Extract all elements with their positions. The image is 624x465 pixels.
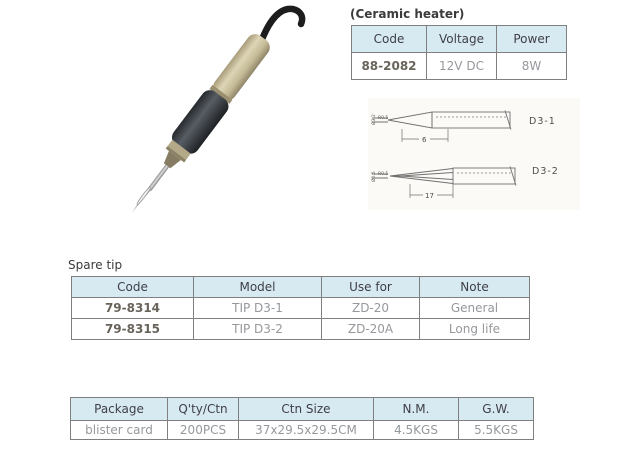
d3-1-label: D3-1: [529, 116, 556, 127]
column-header-use-for: Use for: [322, 277, 420, 298]
header-row: [352, 26, 567, 53]
cell-power: 8W: [497, 53, 567, 80]
table-row: [72, 298, 530, 319]
cell-voltage: 12V DC: [427, 53, 497, 80]
d3-1-length-dim: 6: [422, 136, 427, 144]
header-row: [72, 277, 530, 298]
table-row: [352, 53, 567, 80]
column-header-gw: G.W.: [459, 398, 534, 421]
column-header-power: Power: [497, 26, 567, 53]
d3-1-radius-label: R0.5: [378, 116, 389, 121]
d3-1-diameter-label: Ø3.2: [372, 114, 377, 125]
column-header-nm: N.M.: [374, 398, 459, 421]
ceramic-heater-table: [351, 25, 567, 80]
spare-tip-table: [71, 276, 530, 340]
cell-nm: 4.5KGS: [374, 421, 459, 440]
column-header-voltage: Voltage: [427, 26, 497, 53]
d3-2-label: D3-2: [532, 166, 559, 177]
d3-2-radius-label: R0.5: [378, 172, 389, 177]
column-header-package: Package: [71, 398, 168, 421]
cell-tip-code: 79-8314: [72, 298, 194, 319]
cell-product-code: 88-2082: [352, 53, 427, 80]
cell-model: TIP D3-2: [194, 319, 322, 340]
cell-note: General: [420, 298, 530, 319]
ceramic-heater-title: (Ceramic heater): [350, 7, 465, 21]
column-header-code: Code: [352, 26, 427, 53]
cell-use-for: ZD-20A: [322, 319, 420, 340]
cell-note: Long life: [420, 319, 530, 340]
column-header-model: Model: [194, 277, 322, 298]
cell-gw: 5.5KGS: [459, 421, 534, 440]
cell-tip-code: 79-8315: [72, 319, 194, 340]
column-header-note: Note: [420, 277, 530, 298]
table-row: [72, 319, 530, 340]
column-header-ctn-size: Ctn Size: [239, 398, 374, 421]
d3-2-length-dim: 17: [425, 192, 434, 200]
power-cable-icon: [261, 9, 302, 42]
column-header-code: Code: [72, 277, 194, 298]
cell-use-for: ZD-20: [322, 298, 420, 319]
table-row: [71, 421, 534, 440]
header-row: [71, 398, 534, 421]
tip-technical-drawings: [368, 98, 580, 210]
package-table: [70, 397, 534, 440]
cell-qty-ctn: 200PCS: [168, 421, 239, 440]
cell-package: blister card: [71, 421, 168, 440]
cell-ctn-size: 37x29.5x29.5CM: [239, 421, 374, 440]
d3-2-diameter-label: Ø0.5: [372, 171, 377, 182]
spare-tip-title: Spare tip: [68, 258, 123, 272]
soldering-iron-photo: [110, 0, 310, 240]
cell-model: TIP D3-1: [194, 298, 322, 319]
column-header-qty-ctn: Q'ty/Ctn: [168, 398, 239, 421]
iron-tip-cone: [136, 186, 151, 205]
